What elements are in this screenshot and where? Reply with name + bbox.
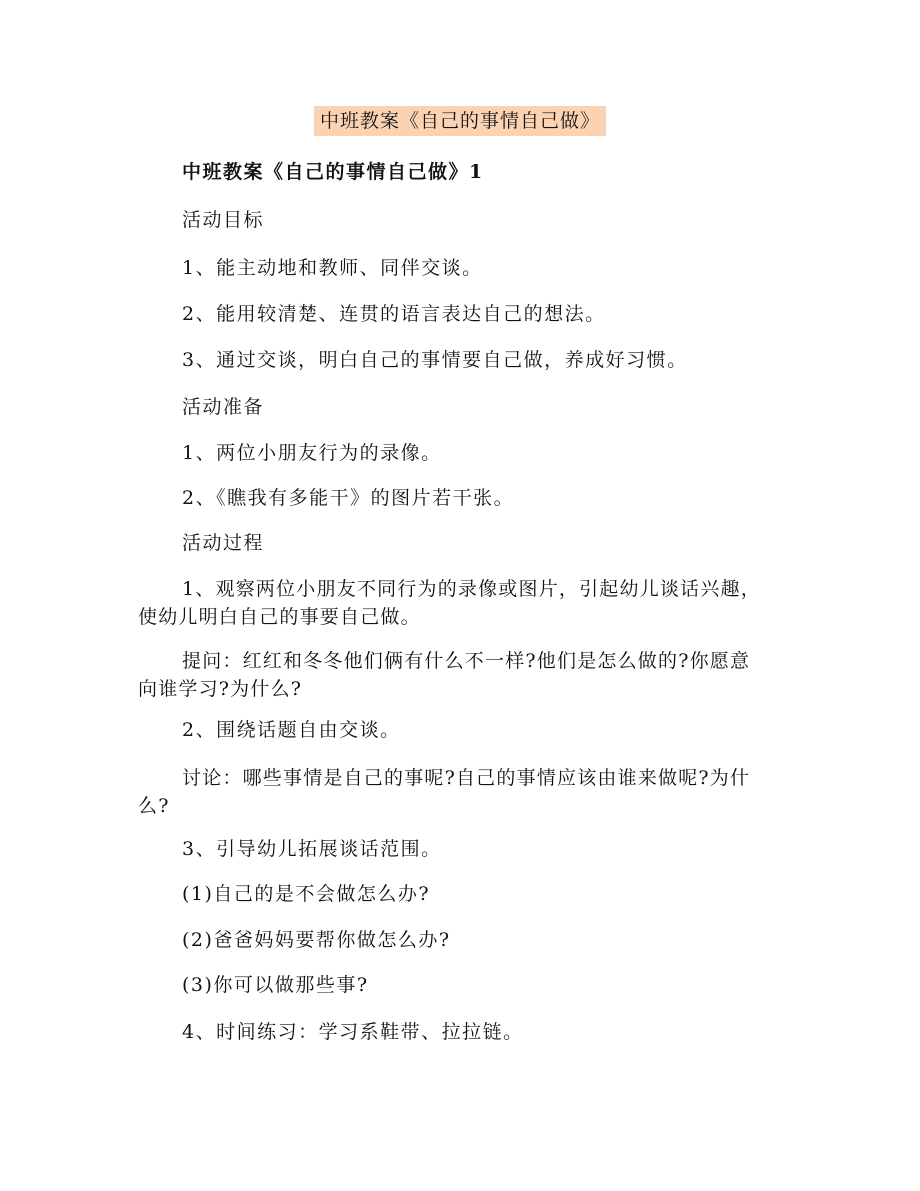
paragraph-goal-2: 2、能用较清楚、连贯的语言表达自己的想法。: [182, 303, 606, 325]
paragraph-process-3: 3、引导幼儿拓展谈话范围。: [182, 838, 442, 860]
paragraph-goal-3: 3、通过交谈，明白自己的事情要自己做，养成好习惯。: [182, 349, 688, 371]
paragraph-discussion-line-1: 讨论：哪些事情是自己的事呢?自己的事情应该由谁来做呢?为什: [182, 767, 751, 789]
paragraph-discussion-line-2: 么?: [138, 795, 170, 817]
paragraph-goal-1: 1、能主动地和教师、同伴交谈。: [182, 257, 483, 279]
section-heading: 中班教案《自己的事情自己做》1: [182, 161, 484, 183]
paragraph-process-1-line-2: 使幼儿明白自己的事要自己做。: [138, 606, 421, 628]
paragraph-process-1-line-1: 1、观察两位小朋友不同行为的录像或图片，引起幼儿谈话兴趣，: [182, 578, 761, 600]
paragraph-sub-1: (1)自己的是不会做怎么办?: [182, 883, 431, 905]
paragraph-activity-goals: 活动目标: [182, 209, 265, 231]
paragraph-question-line-1: 提问：红红和冬冬他们俩有什么不一样?他们是怎么做的?你愿意: [182, 650, 751, 672]
paragraph-prep-2: 2、《瞧我有多能干》的图片若干张。: [182, 487, 515, 509]
paragraph-process-2: 2、围绕话题自由交谈。: [182, 719, 401, 741]
paragraph-question-line-2: 向谁学习?为什么?: [138, 678, 303, 700]
paragraph-sub-2: (2)爸爸妈妈要帮你做怎么办?: [182, 929, 451, 951]
document-title-container: [0, 106, 920, 136]
paragraph-process-1: [138, 575, 788, 631]
paragraph-process-4: 4、时间练习：学习系鞋带、拉拉链。: [182, 1021, 524, 1043]
paragraph-activity-prep: 活动准备: [182, 396, 265, 418]
paragraph-activity-process: 活动过程: [182, 532, 265, 554]
document-title: 中班教案《自己的事情自己做》: [314, 106, 606, 136]
paragraph-sub-3: (3)你可以做那些事?: [182, 974, 369, 996]
paragraph-discussion: [138, 764, 788, 820]
paragraph-prep-1: 1、两位小朋友行为的录像。: [182, 442, 442, 464]
paragraph-question: [138, 647, 788, 703]
